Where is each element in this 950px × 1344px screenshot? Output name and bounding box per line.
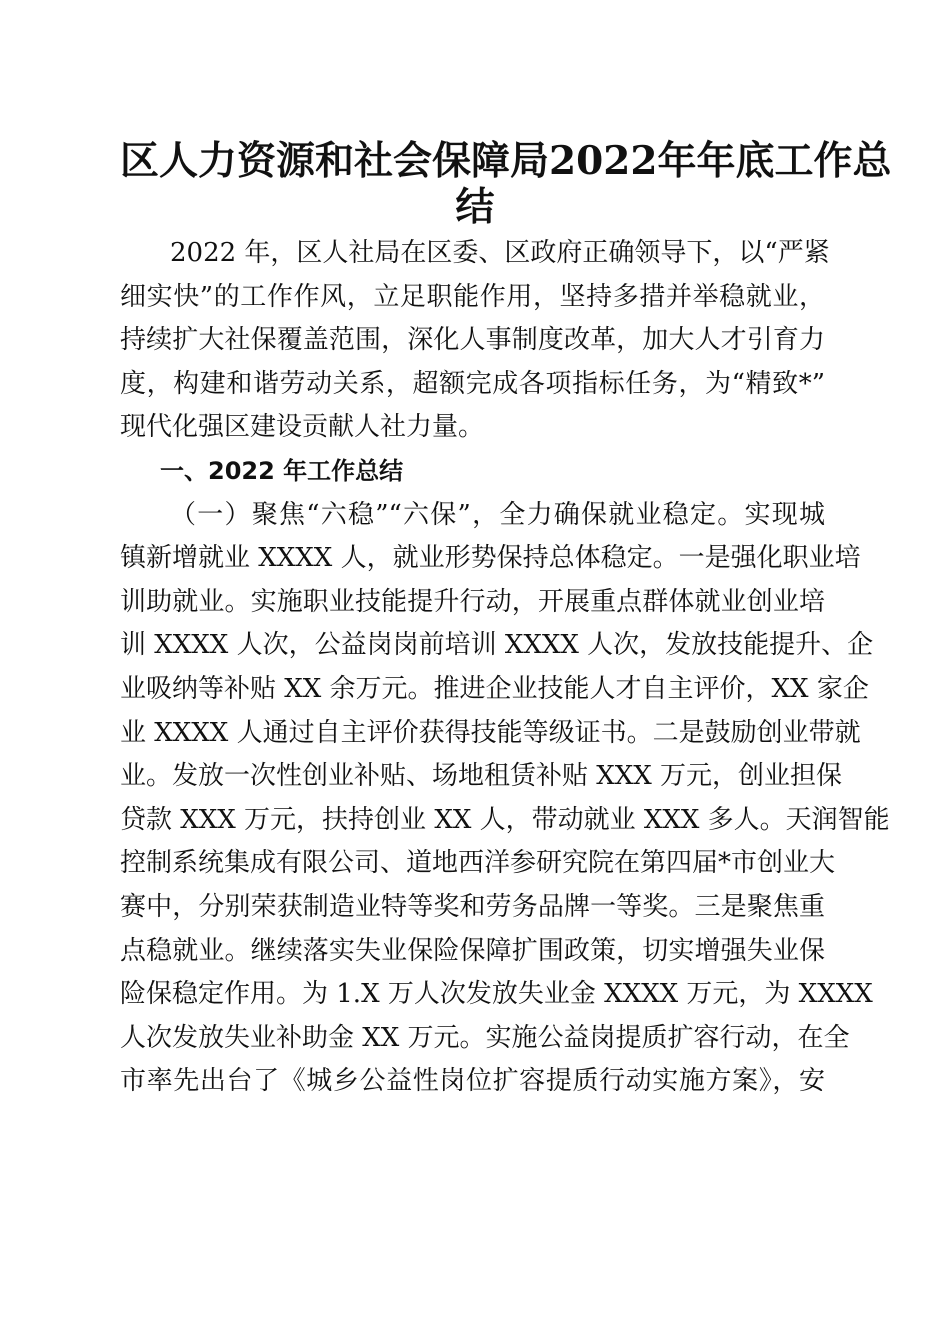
paragraph-line: 贷款 XXX 万元，扶持创业 XX 人，带动就业 XXX 多人。天润智能 — [120, 804, 890, 835]
paragraph-line: 市率先出台了《城乡公益性岗位扩容提质行动实施方案》，安 — [120, 1066, 825, 1097]
paragraph-line: 训助就业。实施职业技能提升行动，开展重点群体就业创业培 — [120, 586, 825, 617]
paragraph-line: 镇新增就业 XXXX 人，就业形势保持总体稳定。一是强化职业培 — [120, 543, 861, 574]
paragraph-line: 控制系统集成有限公司、道地西洋参研究院在第四届*市创业大 — [120, 848, 836, 879]
paragraph-line: 点稳就业。继续落实失业保险保障扩围政策，切实增强失业保 — [120, 935, 825, 966]
title-line: 区人力资源和社会保障局2022年年底工作总 — [120, 138, 892, 184]
paragraph-line: 赛中，分别荣获制造业特等奖和劳务品牌一等奖。三是聚焦重 — [120, 891, 825, 922]
title-line: 结 — [455, 184, 495, 230]
intro-line: 持续扩大社保覆盖范围，深化人事制度改革，加大人才引育力 — [120, 325, 825, 356]
paragraph-line: 业吸纳等补贴 XX 余万元。推进企业技能人才自主评价，XX 家企 — [120, 673, 869, 704]
paragraph-line: 业 XXXX 人通过自主评价获得技能等级证书。二是鼓励创业带就 — [120, 717, 861, 748]
paragraph-line: （一）聚焦“六稳”“六保”，全力确保就业稳定。实现城 — [170, 499, 825, 530]
document-title — [120, 138, 892, 230]
paragraph-line: 业。发放一次性创业补贴、场地租赁补贴 XXX 万元，创业担保 — [120, 761, 843, 792]
paragraph-line: 训 XXXX 人次，公益岗岗前培训 XXXX 人次，发放技能提升、企 — [120, 630, 874, 661]
intro-line: 细实快”的工作作风，立足职能作用，坚持多措并举稳就业， — [120, 281, 825, 312]
intro-line: 现代化强区建设贡献人社力量。 — [120, 412, 485, 443]
section-heading: 一、2022 年工作总结 — [160, 456, 404, 485]
intro-line: 度，构建和谐劳动关系，超额完成各项指标任务，为“精致*” — [120, 368, 825, 399]
document-body — [120, 232, 890, 1104]
paragraph-line: 人次发放失业补助金 XX 万元。实施公益岗提质扩容行动，在全 — [120, 1022, 850, 1053]
intro-line: 2022 年，区人社局在区委、区政府正确领导下，以“严紧 — [170, 238, 830, 268]
paragraph-line: 险保稳定作用。为 1.X 万人次发放失业金 XXXX 万元，为 XXXX — [120, 979, 873, 1010]
